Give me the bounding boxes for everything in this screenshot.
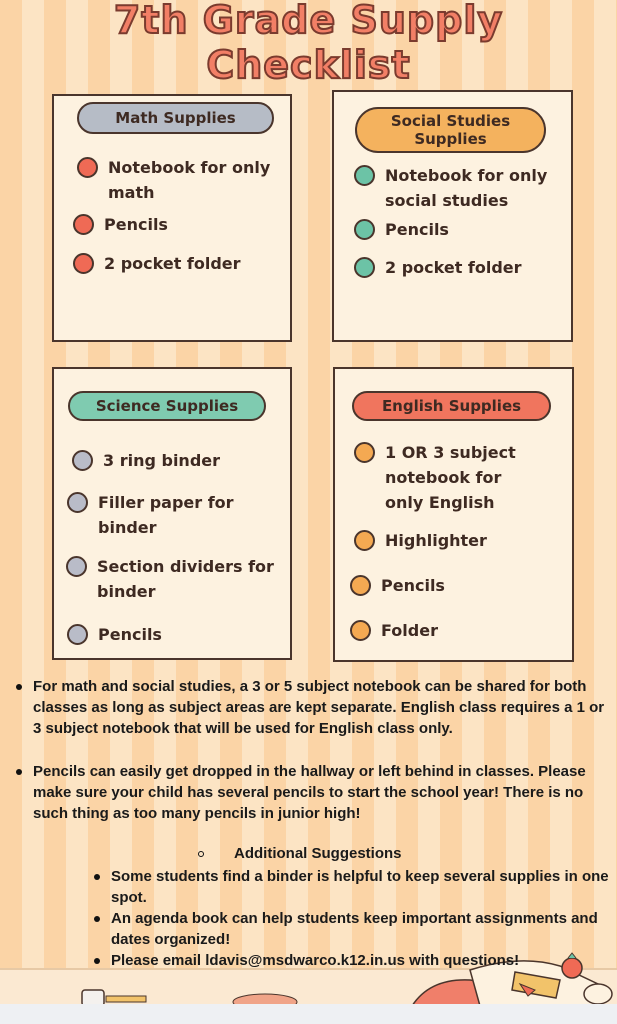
bullet-dot-icon xyxy=(354,442,375,463)
suggestion-agenda: An agenda book can help students keep important assignments and dates organized! xyxy=(94,908,614,950)
science-supplies-heading: Science Supplies xyxy=(68,391,266,421)
bottom-strip xyxy=(0,1004,617,1024)
list-item: 2 pocket folder xyxy=(354,255,555,280)
bullet-icon xyxy=(16,684,22,690)
social-studies-supplies-heading: Social Studies Supplies xyxy=(355,107,546,153)
bullet-dot-icon xyxy=(77,157,98,178)
additional-suggestions-heading: Additional Suggestions xyxy=(198,845,402,862)
list-item: Notebook for only social studies xyxy=(354,163,555,213)
bullet-dot-icon xyxy=(350,575,371,596)
suggestion-binder: Some students find a binder is helpful to keep several supplies in one spot. xyxy=(94,866,609,908)
page-title xyxy=(0,0,617,88)
list-item: Filler paper for binder xyxy=(67,490,248,540)
list-item: Highlighter xyxy=(354,528,555,553)
list-item: 1 OR 3 subject notebook for only English xyxy=(354,440,545,515)
list-item: 3 ring binder xyxy=(72,448,273,473)
list-item: Notebook for only math xyxy=(77,155,273,205)
list-item: Section dividers for binder xyxy=(66,554,277,604)
bullet-dot-icon xyxy=(66,556,87,577)
english-supplies-heading: English Supplies xyxy=(352,391,551,421)
list-item: Folder xyxy=(350,618,551,643)
bullet-dot-icon xyxy=(354,530,375,551)
bullet-dot-icon xyxy=(354,257,375,278)
title-line-2: Checklist xyxy=(206,43,411,87)
list-item: Pencils xyxy=(73,212,274,237)
math-supplies-heading: Math Supplies xyxy=(77,102,274,134)
bullet-dot-icon xyxy=(73,253,94,274)
bullet-dot-icon xyxy=(350,620,371,641)
suggestion-email: Please email ldavis@msdwarco.k12.in.us with questions! xyxy=(94,950,614,971)
list-item: 2 pocket folder xyxy=(73,251,274,276)
bullet-dot-icon xyxy=(67,624,88,645)
note-notebook-sharing: For math and social studies, a 3 or 5 subject notebook can be shared for both classes as long as subject areas are kept separate. English class requires a 1 or 3 subject notebook that will be used for English class only. xyxy=(16,676,614,739)
bullet-dot-icon xyxy=(73,214,94,235)
bullet-icon xyxy=(16,769,22,775)
bullet-dot-icon xyxy=(67,492,88,513)
bullet-dot-icon xyxy=(354,219,375,240)
list-item: Pencils xyxy=(67,622,268,647)
note-pencils: Pencils can easily get dropped in the hallway or left behind in classes. Please make sure your child has several pencils to start the school year! There is no such thing as too many pencils in junior high! xyxy=(16,761,614,824)
bullet-icon xyxy=(94,916,100,922)
title-line-1: 7th Grade Supply xyxy=(113,0,504,42)
bullet-icon xyxy=(94,958,100,964)
bullet-dot-icon xyxy=(354,165,375,186)
circle-bullet-icon xyxy=(198,851,204,857)
list-item: Pencils xyxy=(350,573,551,598)
bullet-dot-icon xyxy=(72,450,93,471)
bullet-icon xyxy=(94,874,100,880)
list-item: Pencils xyxy=(354,217,555,242)
